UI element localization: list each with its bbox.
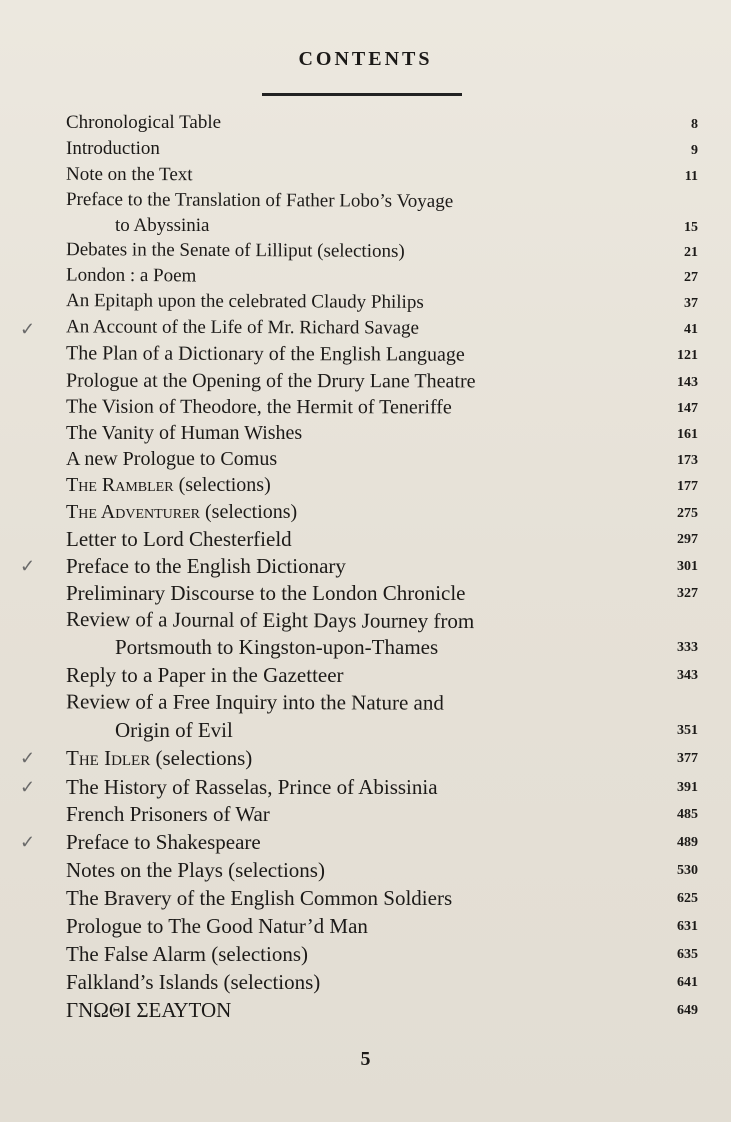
toc-entry-title: An Epitaph upon the celebrated Claudy Philips: [65, 290, 424, 313]
toc-entry-title: Preface to Shakespeare: [66, 830, 261, 854]
toc-page-number: 21: [684, 245, 698, 260]
series-title: The Idler: [66, 746, 151, 770]
toc-page-number: 27: [684, 270, 698, 285]
page-number: 5: [360, 1048, 371, 1070]
toc-page-number: 37: [684, 296, 698, 311]
toc-entry-title: Debates in the Senate of Lilliput (selections): [65, 239, 405, 262]
toc-page-number: 143: [677, 375, 698, 390]
toc-page-number: 333: [677, 640, 698, 655]
pencil-tick-mark: ✓: [20, 319, 36, 339]
toc-page-number: 41: [684, 322, 698, 337]
toc-page-number: 8: [691, 117, 698, 132]
toc-page-number: 161: [677, 427, 698, 442]
title-suffix: (selections): [200, 501, 298, 523]
toc-entry-title: The Bravery of the English Common Soldiers: [66, 886, 453, 910]
toc-entry-title: The False Alarm (selections): [66, 942, 309, 966]
toc-page-number: 121: [677, 348, 698, 363]
toc-entry-title-continued: Portsmouth to Kingston-upon-Thames: [115, 635, 439, 659]
pencil-tick-mark: ✓: [20, 832, 36, 852]
toc-page-number: 11: [684, 169, 698, 184]
toc-page-number: 275: [677, 506, 698, 521]
toc-entry-title: London : a Poem: [65, 264, 197, 287]
toc-page-number: 631: [677, 919, 698, 934]
toc-entry-title: Review of a Journal of Eight Days Journey from: [65, 606, 475, 634]
toc-entry-title: ΓΝΩΘΙ ΣΕΑΥΤΟΝ: [66, 998, 232, 1022]
toc-page-number: 635: [677, 947, 698, 962]
toc-entry-title: The Plan of a Dictionary of the English Language: [65, 342, 465, 366]
pencil-tick-mark: ✓: [20, 777, 36, 797]
toc-page-number: 327: [677, 586, 698, 601]
toc-page-number: 297: [677, 532, 698, 547]
toc-page-number: 9: [691, 143, 698, 158]
toc-entry-title: Review of a Free Inquiry into the Nature and: [65, 689, 444, 715]
toc-page-number: 377: [677, 751, 698, 766]
toc-entry-title: [66, 501, 297, 524]
toc-page-number: 301: [677, 559, 698, 574]
toc-entry-title: Chronological Table: [66, 112, 222, 133]
heading-rule: [262, 93, 462, 96]
toc-entry-title: The Vision of Theodore, the Hermit of Teneriffe: [65, 395, 452, 419]
pencil-tick-mark: ✓: [20, 556, 36, 576]
toc-entry-title-continued: to Abyssinia: [115, 215, 210, 236]
toc-page-number: 177: [677, 479, 698, 494]
toc-entry-title: Preface to the Translation of Father Lobo’s Voyage: [65, 188, 454, 213]
pencil-tick-mark: ✓: [20, 748, 36, 768]
title-suffix: (selections): [173, 474, 271, 496]
title-suffix: (selections): [150, 746, 253, 770]
toc-page-number: 351: [677, 723, 698, 738]
toc-entry-title: Note on the Text: [65, 163, 193, 186]
toc-entry-title: Letter to Lord Chesterfield: [66, 527, 292, 551]
toc-entry-title-continued: Origin of Evil: [115, 718, 233, 742]
toc-page-number: 173: [677, 453, 698, 468]
toc-page-number: 641: [677, 975, 698, 990]
toc-entry-title: Preliminary Discourse to the London Chronicle: [66, 581, 466, 605]
contents-heading: CONTENTS: [298, 48, 433, 70]
toc-entry-title: Introduction: [66, 138, 160, 159]
toc-entry-title: Preface to the English Dictionary: [66, 554, 346, 578]
toc-entry-title: The Vanity of Human Wishes: [66, 422, 303, 444]
toc-page-number: 343: [677, 668, 698, 683]
toc-page-number: 15: [684, 220, 698, 235]
toc-entry-title: [66, 474, 271, 497]
series-title: The Rambler: [66, 474, 174, 496]
toc-entry-title: The History of Rasselas, Prince of Abissinia: [66, 775, 438, 799]
toc-page-number: 147: [677, 401, 698, 416]
toc-page-number: 391: [677, 780, 698, 795]
toc-entry-title: A new Prologue to Comus: [66, 448, 278, 470]
toc-entry-title: Prologue to The Good Natur’d Man: [66, 914, 368, 938]
toc-page-number: 489: [677, 835, 698, 850]
toc-entry-title: French Prisoners of War: [66, 802, 270, 826]
toc-page-number: 530: [677, 863, 698, 878]
toc-page-number: 485: [677, 807, 698, 822]
toc-page-number: 649: [677, 1003, 698, 1018]
toc-entry-title: [66, 746, 252, 771]
toc-entry-title: Falkland’s Islands (selections): [66, 970, 321, 994]
toc-entry-title: An Account of the Life of Mr. Richard Savage: [65, 316, 420, 339]
toc-entry-title: Reply to a Paper in the Gazetteer: [66, 663, 344, 687]
toc-entry-title: Prologue at the Opening of the Drury Lane Theatre: [65, 369, 476, 393]
toc-page-number: 625: [677, 891, 698, 906]
series-title: The Adventurer: [66, 501, 200, 523]
toc-entry-title: Notes on the Plays (selections): [66, 858, 325, 882]
